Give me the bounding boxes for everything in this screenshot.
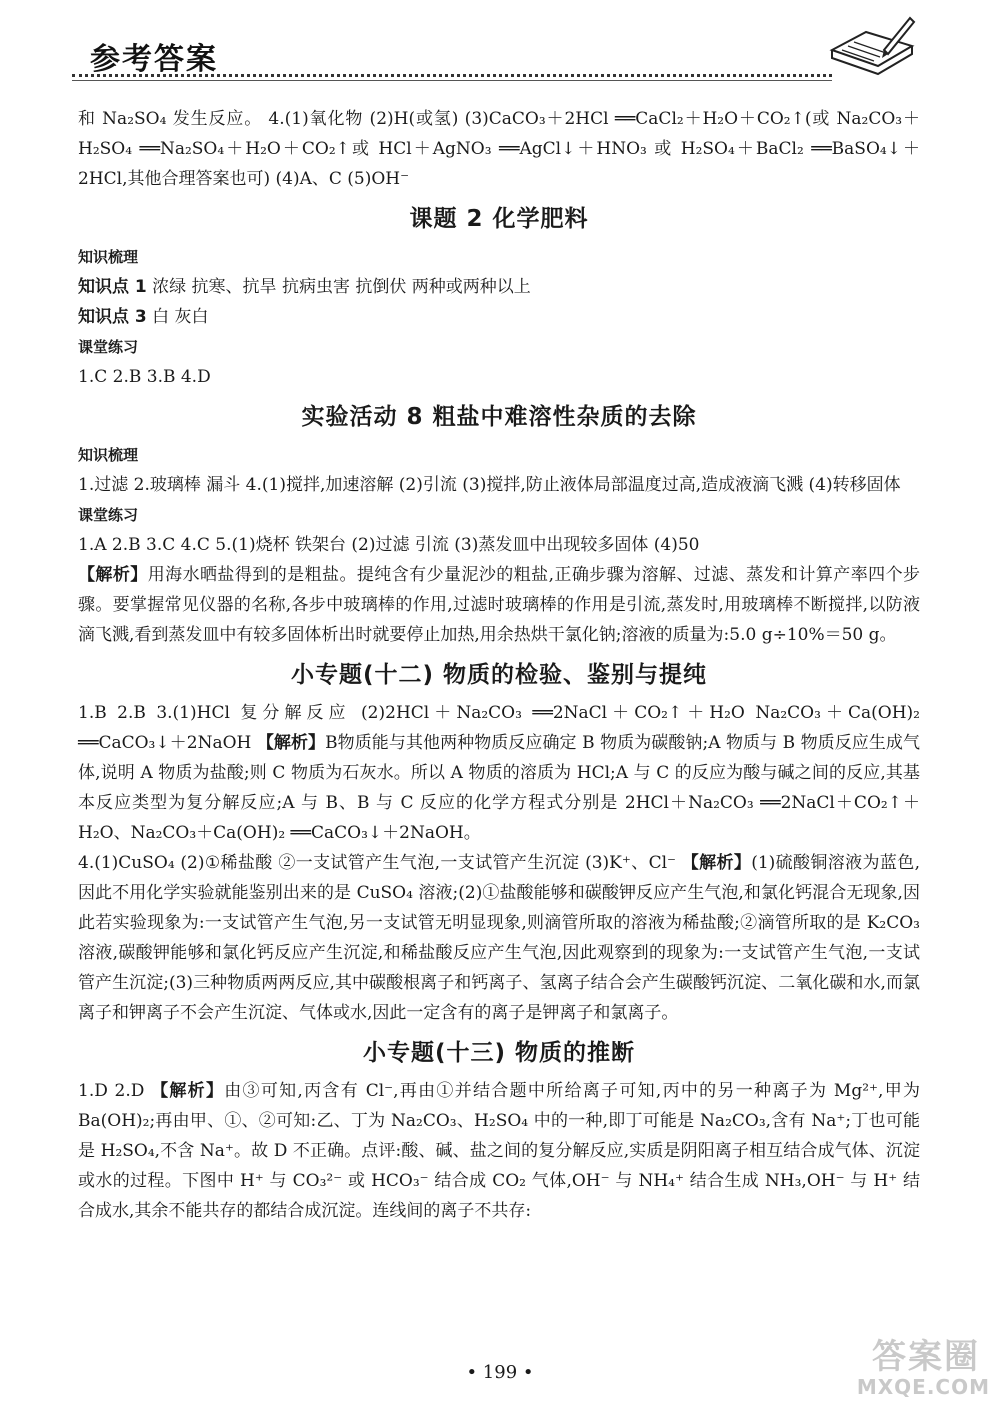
answer-text: 1.B 2.B 3.(1)HCl 复分解反应 (2)2HCl＋Na₂CO₃ ══2NaCl＋CO₂↑＋H₂O Na₂CO₃＋Ca(OH)₂ ══CaCO₃↓＋2NaOH [78, 703, 920, 753]
analysis-text: B物质能与其他两种物质反应确定 B 物质为碳酸钠;A 物质与 B 物质反应生成气体,说明 A 物质为盐酸;则 C 物质为石灰水。所以 A 物质的溶质为 HCl;A 与 C 的反应为酸与碱之间的反应,其基本反应类型为复分解反应;A 与 B、B 与 C 反应的化学方程式分别是 2HCl＋Na₂CO₃ ══2NaCl＋CO₂↑＋H₂O、Na₂CO₃＋Ca(OH)₂ ══CaCO₃↓＋2NaOH。 [78, 733, 921, 843]
section-title-fertilizer: 课题 2 化学肥料 [409, 206, 589, 232]
answer-text: 4.(1)CuSO₄ (2)①稀盐酸 ②一支试管产生气泡,一支试管产生沉淀 (3)K⁺、Cl⁻ [78, 853, 682, 873]
section-title-topic-12: 小专题(十二) 物质的检验、鉴别与提纯 [290, 662, 708, 688]
analysis-text: 用海水晒盐得到的是粗盐。提纯含有少量泥沙的粗盐,正确步骤为溶解、过滤、蒸发和计算产率四个步骤。要掌握常见仪器的名称,各步中玻璃棒的作用,过滤时玻璃棒的作用是引流,蒸发时,用玻璃棒不断搅拌,以防液滴飞溅,看到蒸发皿中有较多固体析出时就要停止加热,用余热烘干氯化钠;溶液的质量为:5.0 g÷10%＝50 g。 [78, 565, 920, 645]
analysis-text: 由③可知,丙含有 Cl⁻,再由①并结合题中所给离子可知,丙中的另一种离子为 Mg²⁺,甲为 Ba(OH)₂;再由甲、①、②可知:乙、丁为 Na₂CO₃、H₂SO₄ 中的一种,即丁可能是 Na₂CO₃,含有 Na⁺;丁也可能是 H₂SO₄,不含 Na⁺。故 D 不正确。点评:酸、碱、盐之间的复分解反应,实质是阴阳离子相互结合成气体、沉淀或水的过程。下图中 H⁺ 与 CO₃²⁻ 或 HCO₃⁻ 结合成 CO₂ 气体,OH⁻ 与 NH₄⁺ 结合生成 NH₃,OH⁻ 与 H⁺ 结合成水,其余不能共存的都结合成沉淀。连线间的离子不共存: [78, 1081, 920, 1221]
analysis-paragraph [78, 560, 920, 650]
knowledge-answers: 1.过滤 2.玻璃棒 漏斗 4.(1)搅拌,加速溶解 (2)引流 (3)搅拌,防止液体局部温度过高,造成液滴飞溅 (4)转移固体 [78, 475, 901, 495]
section-title-salt-experiment: 实验活动 8 粗盐中难溶性杂质的去除 [301, 404, 697, 430]
practice-answers: 1.A 2.B 3.C 4.C 5.(1)烧杯 铁架台 (2)过滤 引流 (3)蒸发皿中出现较多固体 (4)50 [78, 535, 700, 555]
heading-practice: 课堂练习 [78, 338, 139, 356]
page-number: • 199 • [466, 1362, 534, 1383]
practice-answers: 1.C 2.B 3.B 4.D [78, 367, 211, 387]
watermark-url: MXQE.COM [856, 1375, 990, 1399]
kp-label: 知识点 3 [78, 307, 147, 327]
kp-text: 浓绿 抗寒、抗旱 抗病虫害 抗倒伏 两种或两种以上 [146, 277, 531, 297]
knowledge-point-1 [78, 272, 920, 302]
analysis-label: 【解析】 [151, 1081, 225, 1101]
knowledge-point-3 [78, 302, 920, 332]
analysis-text: (1)硫酸铜溶液为蓝色,因此不用化学实验就能鉴别出来的是 CuSO₄ 溶液;(2)①盐酸能够和碳酸钾反应产生气泡,和氯化钙混合无现象,因此若实验现象为:一支试管产生气泡,另一支试管无明显现象,则滴管所取的溶液为稀盐酸;②滴管所取的是 K₂CO₃ 溶液,碳酸钾能够和氯化钙反应产生沉淀,和稀盐酸反应产生气泡,因此观察到的现象为:一支试管产生气泡,一支试管产生沉淀;(3)三种物质两两反应,其中碳酸根离子和钙离子、氢离子结合会产生碳酸钙沉淀、二氧化碳和水,而氯离子和钾离子不会产生沉淀、气体或水,因此一定含有的离子是钾离子和氯离子。 [78, 853, 921, 1023]
watermark-logo-text: 答案圈 [872, 1337, 980, 1377]
analysis-label: 【解析】 [681, 853, 752, 873]
heading-knowledge: 知识梳理 [78, 248, 139, 266]
page-content [78, 104, 920, 1226]
page-header [72, 28, 918, 88]
analysis-label: 【解析】 [78, 565, 148, 585]
heading-practice: 课堂练习 [78, 506, 139, 524]
section-title-topic-13: 小专题(十三) 物质的推断 [362, 1040, 636, 1066]
heading-knowledge: 知识梳理 [78, 446, 139, 464]
notebook-pen-icon [826, 16, 918, 90]
site-watermark [810, 1329, 990, 1409]
header-dotted-rule [72, 74, 832, 77]
answer-paragraph [78, 698, 920, 848]
intro-paragraph: 和 Na₂SO₄ 发生反应。 4.(1)氧化物 (2)H(或氢) (3)CaCO₃＋2HCl ══CaCl₂＋H₂O＋CO₂↑(或 Na₂CO₃＋H₂SO₄ ══Na₂SO₄＋H₂O＋CO₂↑或 HCl＋AgNO₃ ══AgCl↓＋HNO₃ 或 H₂SO₄＋BaCl₂ ══BaSO₄↓＋2HCl,其他合理答案也可) (4)A、C (5)OH⁻ [78, 109, 920, 189]
header-solid-rule [72, 80, 832, 81]
header-title: 参考答案 [90, 42, 218, 77]
answer-paragraph [78, 848, 920, 1028]
answer-text: 1.D 2.D [78, 1081, 152, 1101]
answer-paragraph [78, 1076, 920, 1226]
kp-label: 知识点 1 [78, 277, 147, 297]
kp-text: 白 灰白 [146, 307, 209, 327]
analysis-label: 【解析】 [256, 733, 326, 753]
